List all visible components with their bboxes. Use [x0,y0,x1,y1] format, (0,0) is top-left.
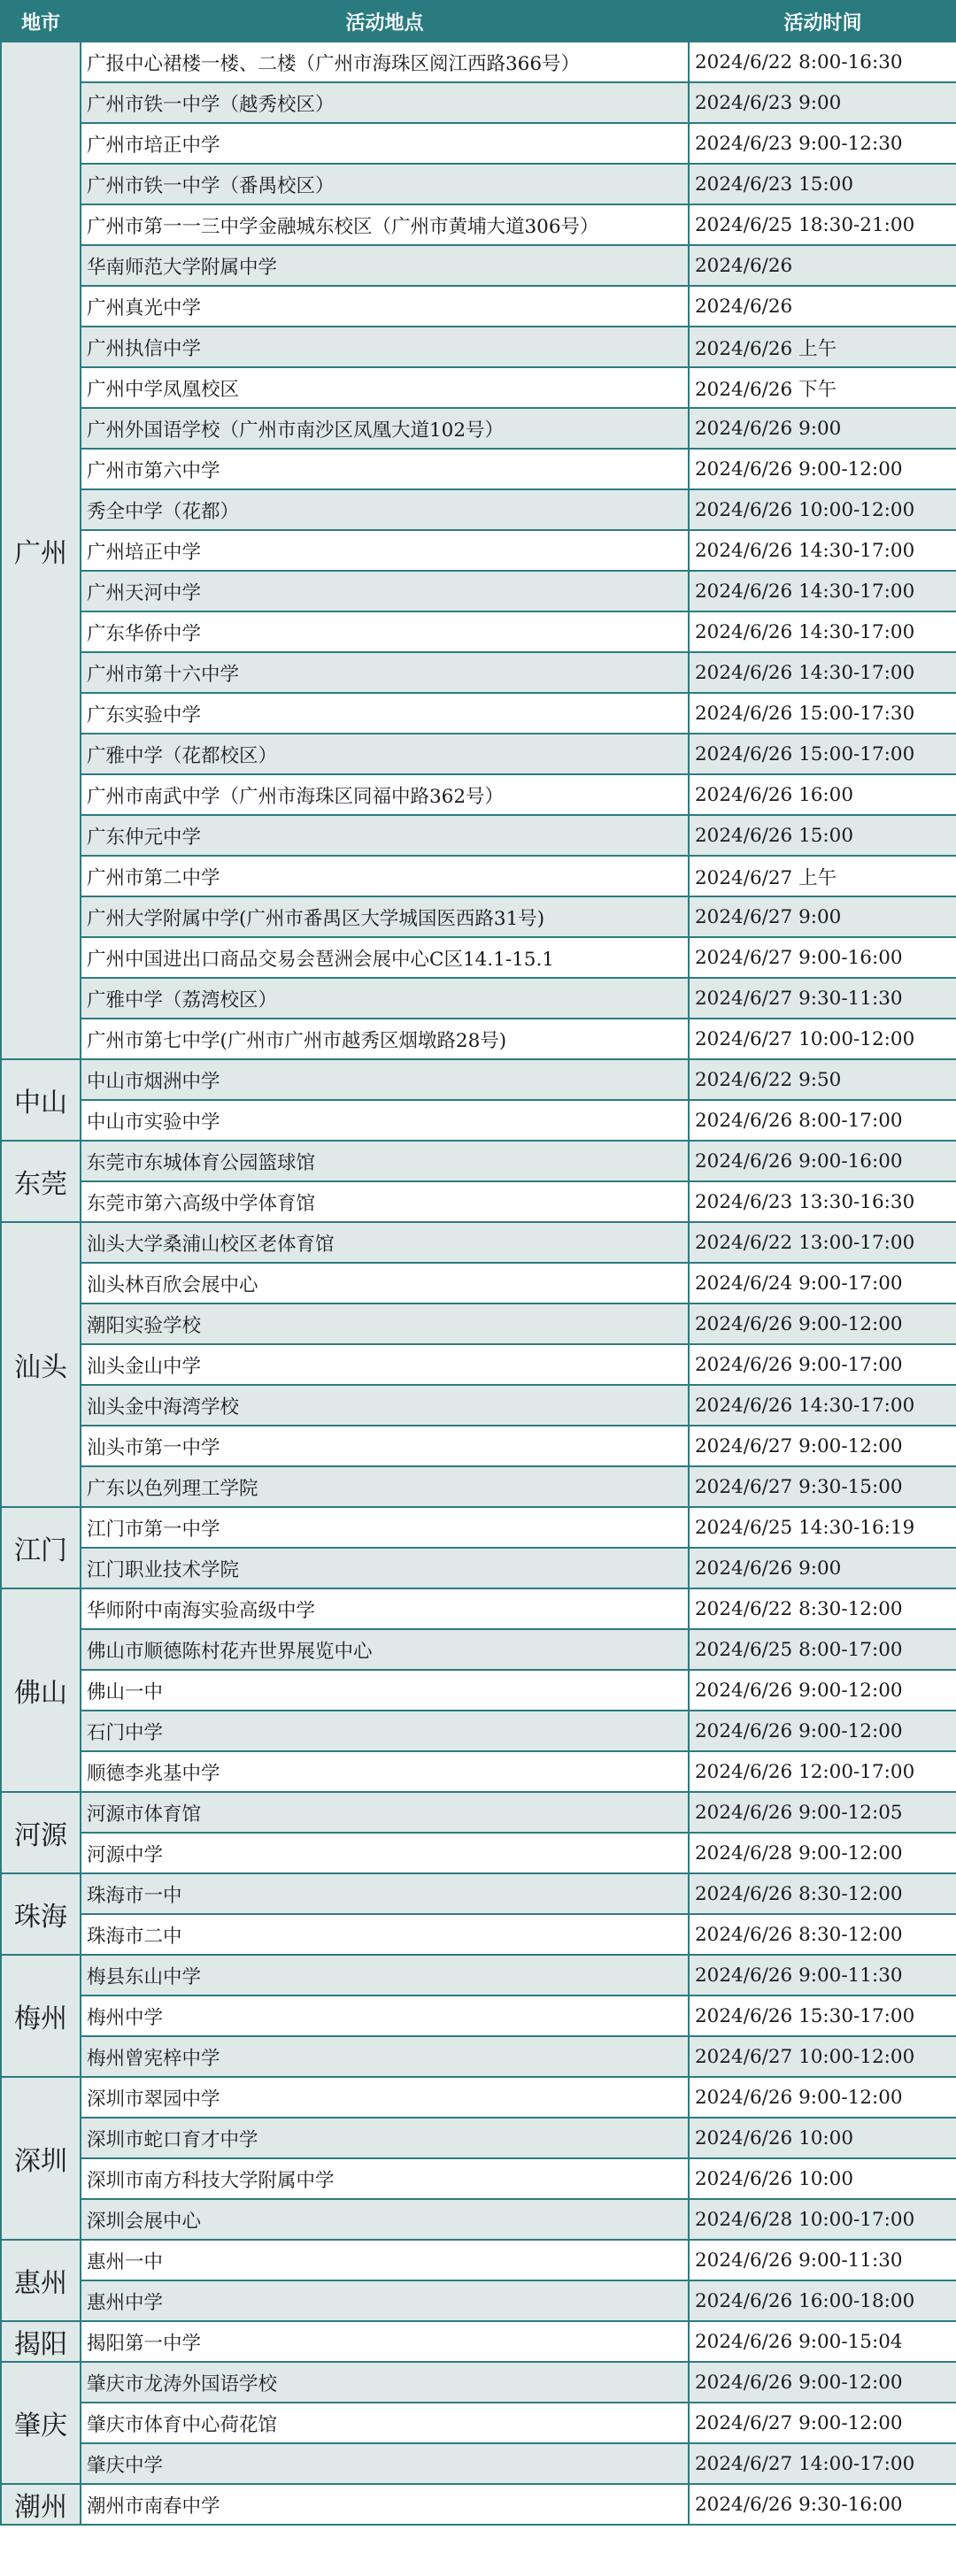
table-row [1,2199,956,2240]
location-cell: 广州市第十六中学 [81,652,689,693]
time-cell: 2024/6/26 14:30-17:00 [689,611,956,652]
table-body [1,42,956,2525]
table-row [1,1833,956,1873]
time-cell: 2024/6/26 12:00-17:00 [689,1751,956,1792]
city-cell: 肇庆 [1,2362,81,2484]
location-cell: 佛山市顺德陈村花卉世界展览中心 [81,1629,689,1670]
city-cell: 江门 [1,1507,81,1588]
location-cell: 揭阳第一中学 [81,2321,689,2362]
location-cell: 深圳市蛇口育才中学 [81,2118,689,2158]
location-cell: 广州市第二中学 [81,856,689,896]
table-row [1,1303,956,1344]
table-header [1,1,956,42]
table-row [1,245,956,286]
table-row [1,1059,956,1100]
time-cell: 2024/6/23 9:00 [689,82,956,123]
header-location: 活动地点 [81,1,689,42]
location-cell: 梅县东山中学 [81,1955,689,1995]
header-row [1,1,956,42]
location-cell: 汕头林百欣会展中心 [81,1263,689,1303]
table-row [1,1019,956,1059]
table-row [1,734,956,774]
location-cell: 华南师范大学附属中学 [81,245,689,286]
table-row [1,774,956,815]
location-cell: 广雅中学（花都校区） [81,734,689,774]
time-cell: 2024/6/22 9:50 [689,1059,956,1100]
table-row [1,611,956,652]
location-cell: 汕头金山中学 [81,1344,689,1385]
time-cell: 2024/6/27 9:00-16:00 [689,937,956,978]
location-cell: 江门职业技术学院 [81,1548,689,1588]
table-row [1,449,956,489]
table-row [1,1588,956,1629]
location-cell: 广州市培正中学 [81,123,689,164]
location-cell: 梅州中学 [81,1995,689,2036]
time-cell: 2024/6/26 15:30-17:00 [689,1995,956,2036]
time-cell: 2024/6/26 15:00 [689,815,956,856]
city-cell: 潮州 [1,2484,81,2525]
time-cell: 2024/6/27 9:00-12:00 [689,2403,956,2443]
table-row [1,1670,956,1711]
table-row [1,164,956,204]
location-cell: 广州真光中学 [81,286,689,327]
table-row [1,530,956,571]
time-cell: 2024/6/26 9:00-17:00 [689,1344,956,1385]
table-row [1,286,956,327]
time-cell: 2024/6/25 14:30-16:19 [689,1507,956,1548]
location-cell: 梅州曾宪梓中学 [81,2036,689,2077]
time-cell: 2024/6/27 9:30-11:30 [689,978,956,1019]
table-row [1,42,956,82]
time-cell: 2024/6/26 下午 [689,367,956,408]
table-row [1,2158,956,2199]
city-cell: 惠州 [1,2240,81,2321]
time-cell: 2024/6/22 8:30-12:00 [689,1588,956,1629]
time-cell: 2024/6/27 9:30-15:00 [689,1466,956,1507]
location-cell: 广州天河中学 [81,571,689,611]
table-row [1,1914,956,1955]
time-cell: 2024/6/26 14:30-17:00 [689,530,956,571]
location-cell: 广州市铁一中学（番禺校区） [81,164,689,204]
city-cell: 佛山 [1,1588,81,1792]
time-cell: 2024/6/26 上午 [689,327,956,367]
time-cell: 2024/6/26 9:00-12:00 [689,449,956,489]
time-cell: 2024/6/27 10:00-12:00 [689,1019,956,1059]
time-cell: 2024/6/26 9:00-12:00 [689,1303,956,1344]
time-cell: 2024/6/26 8:30-12:00 [689,1914,956,1955]
location-cell: 广州培正中学 [81,530,689,571]
city-cell: 河源 [1,1792,81,1873]
location-cell: 潮州市南春中学 [81,2484,689,2525]
location-cell: 中山市实验中学 [81,1100,689,1141]
table-row [1,1792,956,1833]
location-cell: 肇庆中学 [81,2443,689,2484]
location-cell: 广州大学附属中学(广州市番禺区大学城国医西路31号) [81,896,689,937]
location-cell: 佛山一中 [81,1670,689,1711]
location-cell: 中山市烟洲中学 [81,1059,689,1100]
location-cell: 广州中学凤凰校区 [81,367,689,408]
location-cell: 广州执信中学 [81,327,689,367]
location-cell: 河源市体育馆 [81,1792,689,1833]
table-row [1,815,956,856]
table-row [1,1955,956,1995]
time-cell: 2024/6/26 9:00 [689,1548,956,1588]
location-cell: 汕头金中海湾学校 [81,1385,689,1426]
location-cell: 石门中学 [81,1711,689,1751]
time-cell: 2024/6/26 [689,286,956,327]
location-cell: 广东仲元中学 [81,815,689,856]
time-cell: 2024/6/26 9:30-16:00 [689,2484,956,2525]
location-cell: 潮阳实验学校 [81,1303,689,1344]
location-cell: 肇庆市龙涛外国语学校 [81,2362,689,2403]
table-row [1,652,956,693]
time-cell: 2024/6/25 18:30-21:00 [689,204,956,245]
location-cell: 惠州一中 [81,2240,689,2280]
time-cell: 2024/6/23 15:00 [689,164,956,204]
table-row [1,489,956,530]
location-cell: 广雅中学（荔湾校区） [81,978,689,1019]
location-cell: 广州市第七中学(广州市广州市越秀区烟墩路28号) [81,1019,689,1059]
location-cell: 江门市第一中学 [81,1507,689,1548]
table-row [1,123,956,164]
table-row [1,2240,956,2280]
table-row [1,1548,956,1588]
table-row [1,2362,956,2403]
location-cell: 东莞市第六高级中学体育馆 [81,1181,689,1222]
table-row [1,82,956,123]
table-row [1,2403,956,2443]
city-cell: 揭阳 [1,2321,81,2362]
table-row [1,1751,956,1792]
time-cell: 2024/6/27 9:00 [689,896,956,937]
location-cell: 深圳市翠园中学 [81,2077,689,2118]
time-cell: 2024/6/26 10:00 [689,2118,956,2158]
city-cell: 梅州 [1,1955,81,2077]
table-row [1,1466,956,1507]
location-cell: 汕头大学桑浦山校区老体育馆 [81,1222,689,1263]
time-cell: 2024/6/26 10:00-12:00 [689,489,956,530]
city-cell: 深圳 [1,2077,81,2240]
table-row [1,571,956,611]
table-row [1,2280,956,2321]
table-row [1,1507,956,1548]
city-cell: 东莞 [1,1141,81,1222]
time-cell: 2024/6/27 10:00-12:00 [689,2036,956,2077]
time-cell: 2024/6/26 9:00-12:00 [689,1670,956,1711]
table-row [1,2077,956,2118]
table-row [1,1385,956,1426]
table-row [1,2484,956,2525]
time-cell: 2024/6/26 10:00 [689,2158,956,2199]
table-row [1,204,956,245]
location-cell: 广东实验中学 [81,693,689,734]
time-cell: 2024/6/26 8:30-12:00 [689,1873,956,1914]
location-cell: 广州市第六中学 [81,449,689,489]
table-row [1,856,956,896]
table-row [1,1100,956,1141]
time-cell: 2024/6/26 14:30-17:00 [689,571,956,611]
time-cell: 2024/6/24 9:00-17:00 [689,1263,956,1303]
location-cell: 深圳会展中心 [81,2199,689,2240]
city-cell: 珠海 [1,1873,81,1955]
table-row [1,1711,956,1751]
table-row [1,1344,956,1385]
time-cell: 2024/6/26 9:00-16:00 [689,1141,956,1181]
time-cell: 2024/6/23 13:30-16:30 [689,1181,956,1222]
header-time: 活动时间 [689,1,956,42]
table-row [1,2036,956,2077]
location-cell: 顺德李兆基中学 [81,1751,689,1792]
location-cell: 深圳市南方科技大学附属中学 [81,2158,689,2199]
table-row [1,2443,956,2484]
time-cell: 2024/6/26 9:00-12:00 [689,2362,956,2403]
table-row [1,2118,956,2158]
time-cell: 2024/6/26 16:00 [689,774,956,815]
time-cell: 2024/6/22 13:00-17:00 [689,1222,956,1263]
time-cell: 2024/6/28 9:00-12:00 [689,1833,956,1873]
time-cell: 2024/6/25 8:00-17:00 [689,1629,956,1670]
location-cell: 河源中学 [81,1833,689,1873]
location-cell: 广东华侨中学 [81,611,689,652]
location-cell: 华师附中南海实验高级中学 [81,1588,689,1629]
time-cell: 2024/6/26 15:00-17:00 [689,734,956,774]
location-cell: 广州市铁一中学（越秀校区） [81,82,689,123]
time-cell: 2024/6/26 14:30-17:00 [689,652,956,693]
table-row [1,2321,956,2362]
location-cell: 珠海市二中 [81,1914,689,1955]
time-cell: 2024/6/26 15:00-17:30 [689,693,956,734]
table-row [1,408,956,449]
location-cell: 东莞市东城体育公园篮球馆 [81,1141,689,1181]
table-row [1,1222,956,1263]
time-cell: 2024/6/27 9:00-12:00 [689,1426,956,1466]
table-row [1,1181,956,1222]
time-cell: 2024/6/28 10:00-17:00 [689,2199,956,2240]
table-row [1,937,956,978]
time-cell: 2024/6/23 9:00-12:30 [689,123,956,164]
table-row [1,1995,956,2036]
location-cell: 广报中心裙楼一楼、二楼（广州市海珠区阅江西路366号） [81,42,689,82]
city-cell: 中山 [1,1059,81,1141]
location-cell: 肇庆市体育中心荷花馆 [81,2403,689,2443]
table-row [1,1141,956,1181]
city-cell: 汕头 [1,1222,81,1507]
table-row [1,693,956,734]
location-cell: 广州中国进出口商品交易会琶洲会展中心C区14.1-15.1 [81,937,689,978]
time-cell: 2024/6/22 8:00-16:30 [689,42,956,82]
time-cell: 2024/6/26 8:00-17:00 [689,1100,956,1141]
city-cell: 广州 [1,42,81,1059]
location-cell: 广州外国语学校（广州市南沙区凤凰大道102号） [81,408,689,449]
table-row [1,978,956,1019]
table-row [1,367,956,408]
location-cell: 珠海市一中 [81,1873,689,1914]
time-cell: 2024/6/26 9:00-11:30 [689,1955,956,1995]
table-row [1,1426,956,1466]
location-cell: 广州市第一一三中学金融城东校区（广州市黄埔大道306号） [81,204,689,245]
time-cell: 2024/6/27 14:00-17:00 [689,2443,956,2484]
time-cell: 2024/6/26 9:00-12:00 [689,2077,956,2118]
location-cell: 广州市南武中学（广州市海珠区同福中路362号） [81,774,689,815]
time-cell: 2024/6/26 [689,245,956,286]
location-cell: 秀全中学（花都） [81,489,689,530]
time-cell: 2024/6/27 上午 [689,856,956,896]
location-cell: 汕头市第一中学 [81,1426,689,1466]
time-cell: 2024/6/26 14:30-17:00 [689,1385,956,1426]
table-row [1,1873,956,1914]
time-cell: 2024/6/26 9:00-11:30 [689,2240,956,2280]
header-city: 地市 [1,1,81,42]
table-row [1,1629,956,1670]
time-cell: 2024/6/26 9:00 [689,408,956,449]
table-row [1,896,956,937]
time-cell: 2024/6/26 9:00-15:04 [689,2321,956,2362]
time-cell: 2024/6/26 9:00-12:00 [689,1711,956,1751]
time-cell: 2024/6/26 9:00-12:05 [689,1792,956,1833]
location-cell: 广东以色列理工学院 [81,1466,689,1507]
time-cell: 2024/6/26 16:00-18:00 [689,2280,956,2321]
table-row [1,1263,956,1303]
table-row [1,327,956,367]
location-cell: 惠州中学 [81,2280,689,2321]
